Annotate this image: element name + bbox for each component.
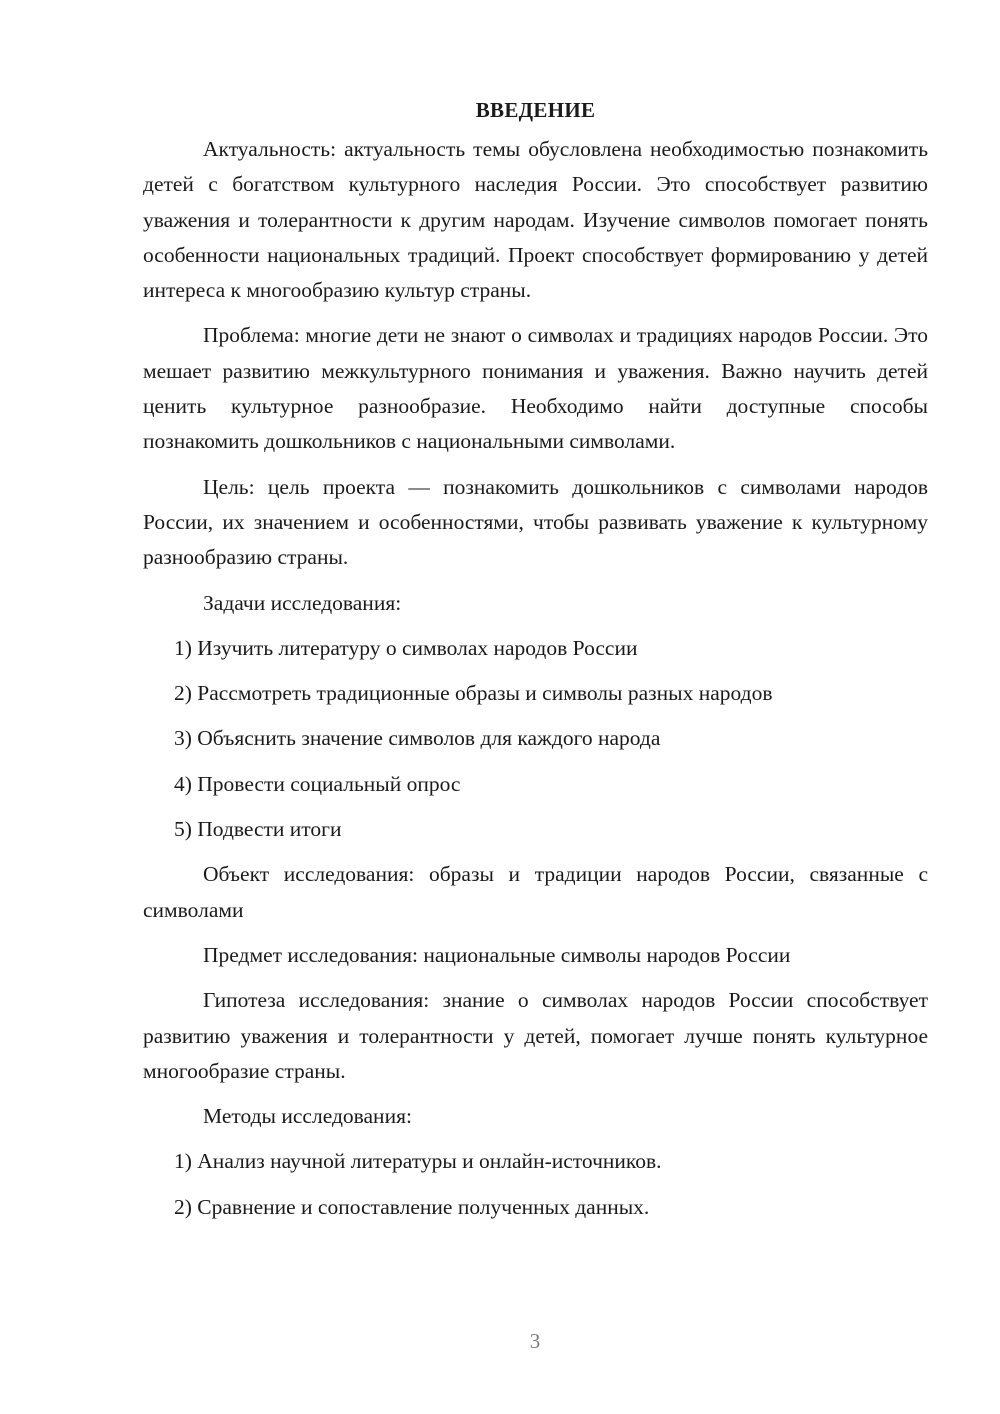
page-title: ВВЕДЕНИЕ <box>475 98 596 122</box>
goal-paragraph: Цель: цель проекта — познакомить дошкольников с символами народов России, их значением и особенностями, чтобы развивать уважение к культурному разнообразию страны. <box>143 474 928 570</box>
method-item: 1) Анализ научной литературы и онлайн-источников. <box>174 1149 662 1174</box>
tasks-heading: Задачи исследования: <box>203 590 402 615</box>
relevance-paragraph: Актуальность: актуальность темы обусловлена необходимостью познакомить детей с богатством культурного наследия России. Это способствует развитию уважения и толерантности к другим народам. Изучение символов помогает понять особенности национальных традиций. Проект способствует формированию у детей интереса к многообразию культур страны. <box>143 137 928 303</box>
task-item: 3) Объяснить значение символов для каждого народа <box>174 726 661 751</box>
problem-paragraph: Проблема: многие дети не знают о символах и традициях народов России. Это мешает развитию межкультурного понимания и уважения. Важно научить детей ценить культурное разнообразие. Необходимо найти доступные способы познакомить дошкольников с национальными символами. <box>143 323 928 454</box>
task-item: 2) Рассмотреть традиционные образы и символы разных народов <box>174 681 773 706</box>
method-item: 2) Сравнение и сопоставление полученных данных. <box>174 1194 650 1219</box>
task-item: 1) Изучить литературу о символах народов России <box>174 635 638 660</box>
task-item: 5) Подвести итоги <box>174 817 342 842</box>
document-page <box>143 92 928 1235</box>
task-item: 4) Провести социальный опрос <box>174 771 461 796</box>
hypothesis-paragraph: Гипотеза исследования: знание о символах народов России способствует развитию уважения и толерантности у детей, помогает лучше понять культурное многообразие страны. <box>143 988 928 1083</box>
object-paragraph: Объект исследования: образы и традиции народов России, связанные с символами <box>143 862 928 922</box>
page-number: 3 <box>529 1329 541 1353</box>
subject-paragraph: Предмет исследования: национальные символы народов России <box>203 942 791 967</box>
methods-heading: Методы исследования: <box>203 1104 412 1129</box>
